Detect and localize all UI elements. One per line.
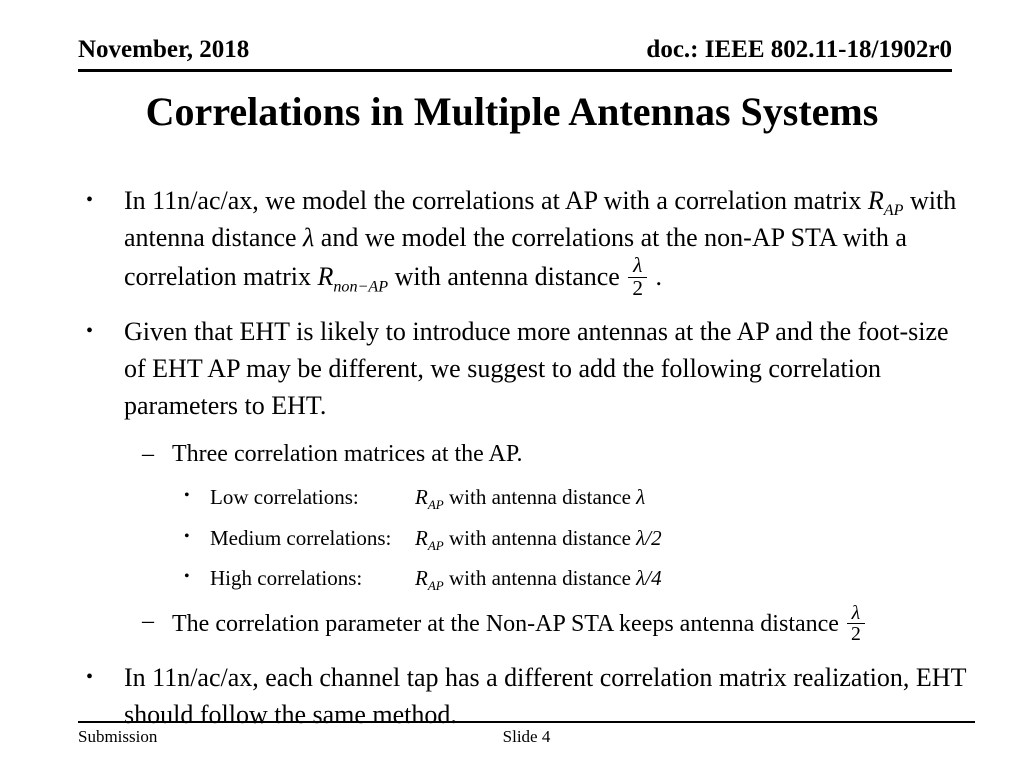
correlation-label: Low correlations: [210, 485, 359, 510]
footer-submission: Submission [78, 727, 158, 746]
bullet-icon: • [184, 567, 190, 585]
text-run: with antenna distance [388, 262, 627, 292]
math-value: λ [636, 485, 646, 510]
math-sub-nonAP: non−AP [333, 278, 389, 296]
bullet-icon: • [86, 189, 94, 211]
math-var-R: R [317, 262, 334, 292]
sub-bullet-text [210, 565, 966, 592]
bullet-icon: • [184, 527, 190, 545]
text-run: . [649, 262, 663, 292]
math-sub-AP: AP [427, 578, 444, 594]
page-title: Correlations in Multiple Antennas Systems [145, 89, 879, 134]
math-var-R: R [415, 565, 428, 590]
sub-bullet-high [184, 565, 966, 592]
sub-bullet-text [210, 484, 966, 511]
slide-body [86, 183, 966, 747]
bullet-item-2 [86, 314, 966, 425]
sub-bullet-medium [184, 525, 966, 552]
dash-icon: – [142, 441, 154, 467]
sub-bullet-text [210, 525, 966, 552]
slide-footer [78, 721, 975, 746]
fraction-numerator: λ [633, 252, 643, 277]
header-date: November, 2018 [78, 36, 250, 63]
math-value: λ/2 [636, 525, 662, 550]
bullet-item-1 [86, 183, 966, 301]
math-var-R: R [415, 485, 428, 510]
math-var-R: R [867, 186, 884, 215]
text-run: The correlation parameter at the Non-AP STA keeps antenna distance [172, 611, 845, 638]
correlation-label: High correlations: [210, 565, 363, 590]
math-sub-AP: AP [427, 497, 444, 513]
correlation-label: Medium correlations: [210, 525, 392, 550]
text-run: and we model the correlations at the non-AP STA with a correlation matrix [124, 222, 907, 292]
bullet-text: In 11n/ac/ax, each channel tap has a different correlation matrix realization, EHT should follow the same method. [124, 663, 966, 730]
bullet-item-3 [86, 660, 966, 734]
dash-item-2 [142, 602, 966, 646]
dash-text [172, 602, 966, 646]
text-run: with antenna distance [443, 525, 637, 550]
dash-text: Three correlation matrices at the AP. [172, 441, 523, 467]
text-run: with antenna distance [443, 485, 637, 510]
math-value: λ/4 [636, 565, 662, 590]
math-lambda: λ [303, 222, 315, 252]
footer-slide-number: Slide 4 [502, 727, 551, 746]
slide-header [78, 36, 952, 72]
text-run: In 11n/ac/ax, we model the correlations at AP with a correlation matrix [124, 186, 868, 215]
bullet-icon: • [86, 320, 94, 343]
text-run: with antenna distance [443, 565, 637, 590]
text-run: with antenna distance [124, 186, 957, 252]
math-var-R: R [415, 525, 428, 550]
bullet-text: Given that EHT is likely to introduce more antennas at the AP and the foot-size of EHT AP may be different, we suggest to add the following correlation parameters to EHT. [124, 317, 949, 421]
fraction-numerator: λ [851, 602, 861, 625]
sub-bullet-low [184, 484, 966, 511]
math-fraction-lambda-over-2 [628, 252, 647, 300]
math-sub-AP: AP [427, 537, 444, 553]
bullet-text [124, 183, 966, 301]
math-sub-AP: AP [883, 202, 904, 220]
dash-icon: – [142, 608, 154, 635]
dash-item-1 [142, 438, 966, 470]
bullet-icon: • [184, 487, 190, 505]
fraction-denominator: 2 [847, 623, 865, 644]
fraction-denominator: 2 [628, 277, 647, 300]
bullet-icon: • [86, 666, 94, 689]
header-doc-id: doc.: IEEE 802.11-18/1902r0 [646, 36, 952, 63]
math-fraction-lambda-over-2 [847, 603, 865, 644]
